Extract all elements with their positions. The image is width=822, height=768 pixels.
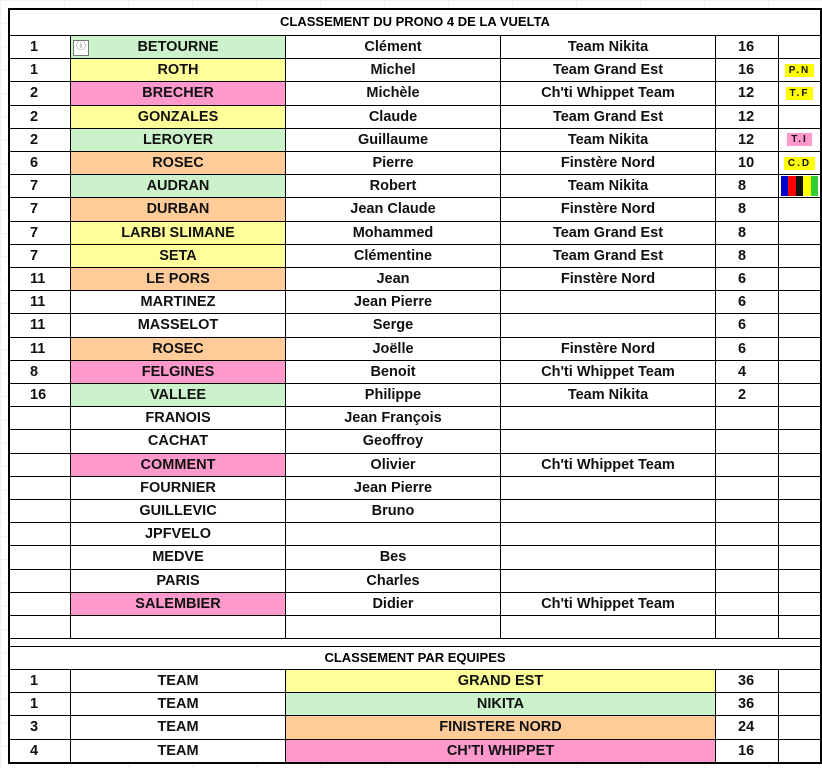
- points-cell[interactable]: 16: [716, 36, 779, 59]
- last-name-cell[interactable]: LARBI SLIMANE: [71, 222, 286, 245]
- rank-cell[interactable]: 16: [10, 384, 71, 407]
- team-label-cell[interactable]: TEAM: [71, 740, 286, 763]
- points-cell[interactable]: 6: [716, 268, 779, 291]
- first-name-cell[interactable]: Robert: [286, 175, 501, 198]
- jersey-tag-cell[interactable]: [779, 36, 820, 59]
- jersey-tag-cell[interactable]: [779, 546, 820, 569]
- rank-cell[interactable]: [10, 477, 71, 500]
- table-row: [10, 500, 820, 523]
- points-cell[interactable]: 4: [716, 361, 779, 384]
- points-cell[interactable]: 6: [716, 291, 779, 314]
- team-points-cell[interactable]: 36: [716, 670, 779, 693]
- points-cell[interactable]: 6: [716, 338, 779, 361]
- table-row: [10, 384, 820, 407]
- points-cell[interactable]: 8: [716, 175, 779, 198]
- table-row: [10, 82, 820, 105]
- jersey-badge: P.N: [785, 64, 814, 77]
- points-cell[interactable]: [716, 477, 779, 500]
- table-row: [10, 129, 820, 152]
- last-name-cell[interactable]: LEROYER: [71, 129, 286, 152]
- jersey-tag-cell[interactable]: [779, 384, 820, 407]
- team-label-cell[interactable]: TEAM: [71, 693, 286, 716]
- jersey-tag-cell[interactable]: [779, 222, 820, 245]
- jersey-tag-cell[interactable]: [779, 106, 820, 129]
- team-points-cell[interactable]: 36: [716, 693, 779, 716]
- jersey-tag-cell[interactable]: [779, 245, 820, 268]
- team-cell[interactable]: [501, 291, 716, 314]
- last-name-cell[interactable]: ROSEC: [71, 152, 286, 175]
- last-name-cell[interactable]: MASSELOT: [71, 314, 286, 337]
- points-cell[interactable]: [716, 593, 779, 616]
- rank-cell[interactable]: 7: [10, 198, 71, 221]
- team-label-cell[interactable]: TEAM: [71, 670, 286, 693]
- team-cell[interactable]: Finstère Nord: [501, 268, 716, 291]
- team-points-cell[interactable]: 24: [716, 716, 779, 739]
- table-row: [10, 245, 820, 268]
- team-extra-cell[interactable]: [779, 693, 820, 716]
- team-row: [10, 693, 820, 716]
- jersey-tag-cell[interactable]: [779, 129, 820, 152]
- team-points-cell[interactable]: 16: [716, 740, 779, 763]
- team-cell[interactable]: [501, 430, 716, 453]
- rank-cell[interactable]: 7: [10, 222, 71, 245]
- rank-cell[interactable]: [10, 407, 71, 430]
- rank-cell[interactable]: 7: [10, 245, 71, 268]
- points-cell[interactable]: [716, 570, 779, 593]
- rank-cell[interactable]: [10, 593, 71, 616]
- first-name-cell[interactable]: Didier: [286, 593, 501, 616]
- points-cell[interactable]: [716, 454, 779, 477]
- table-row: [10, 361, 820, 384]
- points-cell[interactable]: 10: [716, 152, 779, 175]
- points-cell[interactable]: [716, 546, 779, 569]
- first-name-cell[interactable]: Guillaume: [286, 129, 501, 152]
- jersey-tag-cell[interactable]: [779, 430, 820, 453]
- ranking-title[interactable]: CLASSEMENT DU PRONO 4 DE LA VUELTA: [10, 10, 820, 36]
- table-row: [10, 268, 820, 291]
- table-row: [10, 291, 820, 314]
- team-cell[interactable]: [501, 500, 716, 523]
- points-cell[interactable]: 8: [716, 198, 779, 221]
- team-name-cell[interactable]: CH'TI WHIPPET: [286, 740, 716, 763]
- jersey-tag-cell[interactable]: [779, 268, 820, 291]
- rank-cell[interactable]: [10, 546, 71, 569]
- jersey-tag-cell[interactable]: [779, 616, 820, 639]
- rank-cell[interactable]: 1: [10, 36, 71, 59]
- rank-cell[interactable]: [10, 616, 71, 639]
- team-cell[interactable]: [501, 570, 716, 593]
- table-row: [10, 546, 820, 569]
- table-row: [10, 593, 820, 616]
- jersey-tag-cell[interactable]: [779, 198, 820, 221]
- first-name-cell[interactable]: Serge: [286, 314, 501, 337]
- first-name-cell[interactable]: Clément: [286, 36, 501, 59]
- last-name-cell[interactable]: GUILLEVIC: [71, 500, 286, 523]
- team-cell[interactable]: Ch'ti Whippet Team: [501, 593, 716, 616]
- points-cell[interactable]: [716, 500, 779, 523]
- last-name-cell[interactable]: LE PORS: [71, 268, 286, 291]
- table-row: [10, 175, 820, 198]
- jersey-tag-cell[interactable]: [779, 407, 820, 430]
- rank-cell[interactable]: 7: [10, 175, 71, 198]
- first-name-cell[interactable]: Jean Pierre: [286, 477, 501, 500]
- points-cell[interactable]: 12: [716, 129, 779, 152]
- jersey-tag-cell[interactable]: [779, 338, 820, 361]
- last-name-cell[interactable]: SALEMBIER: [71, 593, 286, 616]
- last-name-cell[interactable]: SETA: [71, 245, 286, 268]
- jersey-tag-cell[interactable]: [779, 570, 820, 593]
- first-name-cell[interactable]: Geoffroy: [286, 430, 501, 453]
- team-cell[interactable]: Team Grand Est: [501, 106, 716, 129]
- last-name-cell[interactable]: BETOURNE: [71, 36, 286, 59]
- last-name-cell[interactable]: GONZALES: [71, 106, 286, 129]
- points-cell[interactable]: 12: [716, 106, 779, 129]
- table-row: [10, 430, 820, 453]
- last-name-cell[interactable]: CACHAT: [71, 430, 286, 453]
- rank-cell[interactable]: 2: [10, 106, 71, 129]
- last-name-cell[interactable]: VALLEE: [71, 384, 286, 407]
- table-row: [10, 477, 820, 500]
- table-row: [10, 523, 820, 546]
- team-cell[interactable]: [501, 523, 716, 546]
- table-row: [10, 222, 820, 245]
- first-name-cell[interactable]: Michèle: [286, 82, 501, 105]
- table-row: [10, 454, 820, 477]
- first-name-cell[interactable]: Charles: [286, 570, 501, 593]
- team-cell[interactable]: Ch'ti Whippet Team: [501, 361, 716, 384]
- jersey-tag-cell[interactable]: [779, 454, 820, 477]
- last-name-cell[interactable]: [71, 616, 286, 639]
- team-name-cell[interactable]: FINISTERE NORD: [286, 716, 716, 739]
- table-row: [10, 106, 820, 129]
- rank-cell[interactable]: [10, 570, 71, 593]
- team-row: [10, 716, 820, 739]
- team-cell[interactable]: Team Nikita: [501, 384, 716, 407]
- points-cell[interactable]: 16: [716, 59, 779, 82]
- last-name-cell[interactable]: COMMENT: [71, 454, 286, 477]
- last-name-cell[interactable]: ROSEC: [71, 338, 286, 361]
- rank-cell[interactable]: 11: [10, 314, 71, 337]
- first-name-cell[interactable]: Clémentine: [286, 245, 501, 268]
- rank-cell[interactable]: [10, 454, 71, 477]
- first-name-cell[interactable]: Claude: [286, 106, 501, 129]
- team-cell[interactable]: Team Nikita: [501, 175, 716, 198]
- rank-cell[interactable]: [10, 430, 71, 453]
- warning-icon[interactable]: ⓘ: [73, 40, 89, 56]
- team-extra-cell[interactable]: [779, 670, 820, 693]
- team-cell[interactable]: Finstère Nord: [501, 338, 716, 361]
- team-label-cell[interactable]: TEAM: [71, 716, 286, 739]
- last-name-cell[interactable]: MEDVE: [71, 546, 286, 569]
- first-name-cell[interactable]: Olivier: [286, 454, 501, 477]
- team-cell[interactable]: Team Nikita: [501, 129, 716, 152]
- points-cell[interactable]: 6: [716, 314, 779, 337]
- team-name-cell[interactable]: GRAND EST: [286, 670, 716, 693]
- jersey-tag-cell[interactable]: [779, 82, 820, 105]
- team-rank-cell[interactable]: 4: [10, 740, 71, 763]
- team-cell[interactable]: [501, 314, 716, 337]
- team-extra-cell[interactable]: [779, 740, 820, 763]
- table-row: [10, 407, 820, 430]
- team-cell[interactable]: Team Grand Est: [501, 245, 716, 268]
- jersey-tag-cell[interactable]: [779, 523, 820, 546]
- table-row: [10, 36, 820, 59]
- first-name-cell[interactable]: Jean: [286, 268, 501, 291]
- first-name-cell[interactable]: Jean Pierre: [286, 291, 501, 314]
- rank-cell[interactable]: 2: [10, 82, 71, 105]
- points-cell[interactable]: 12: [716, 82, 779, 105]
- rank-cell[interactable]: [10, 500, 71, 523]
- table-row: [10, 152, 820, 175]
- team-row: [10, 740, 820, 763]
- jersey-badge: T.F: [786, 87, 814, 100]
- team-name-cell[interactable]: NIKITA: [286, 693, 716, 716]
- team-cell[interactable]: Ch'ti Whippet Team: [501, 454, 716, 477]
- first-name-cell[interactable]: Jean François: [286, 407, 501, 430]
- table-row: [10, 570, 820, 593]
- champion-jersey-icon: [781, 176, 819, 196]
- last-name-cell[interactable]: FELGINES: [71, 361, 286, 384]
- table-row: [10, 59, 820, 82]
- last-name-cell[interactable]: FOURNIER: [71, 477, 286, 500]
- first-name-cell[interactable]: [286, 616, 501, 639]
- first-name-cell[interactable]: Philippe: [286, 384, 501, 407]
- points-cell[interactable]: 8: [716, 245, 779, 268]
- last-name-cell[interactable]: MARTINEZ: [71, 291, 286, 314]
- points-cell[interactable]: [716, 430, 779, 453]
- team-cell[interactable]: Ch'ti Whippet Team: [501, 82, 716, 105]
- team-rank-cell[interactable]: 3: [10, 716, 71, 739]
- last-name-cell[interactable]: FRANOIS: [71, 407, 286, 430]
- table-row: [10, 616, 820, 639]
- points-cell[interactable]: 8: [716, 222, 779, 245]
- first-name-cell[interactable]: Pierre: [286, 152, 501, 175]
- first-name-cell[interactable]: Mohammed: [286, 222, 501, 245]
- points-cell[interactable]: 2: [716, 384, 779, 407]
- first-name-cell[interactable]: Bes: [286, 546, 501, 569]
- jersey-tag-cell[interactable]: [779, 314, 820, 337]
- team-cell[interactable]: Team Nikita: [501, 36, 716, 59]
- team-cell[interactable]: Finstère Nord: [501, 198, 716, 221]
- points-cell[interactable]: [716, 616, 779, 639]
- table-row: [10, 314, 820, 337]
- team-cell[interactable]: Finstère Nord: [501, 152, 716, 175]
- rank-cell[interactable]: 11: [10, 338, 71, 361]
- first-name-cell[interactable]: Bruno: [286, 500, 501, 523]
- team-cell[interactable]: Team Grand Est: [501, 59, 716, 82]
- rank-cell[interactable]: 2: [10, 129, 71, 152]
- first-name-cell[interactable]: Joëlle: [286, 338, 501, 361]
- last-name-cell[interactable]: PARIS: [71, 570, 286, 593]
- points-cell[interactable]: [716, 407, 779, 430]
- rank-cell[interactable]: 6: [10, 152, 71, 175]
- table-row: [10, 338, 820, 361]
- first-name-cell[interactable]: Jean Claude: [286, 198, 501, 221]
- team-extra-cell[interactable]: [779, 716, 820, 739]
- team-cell[interactable]: [501, 477, 716, 500]
- jersey-tag-cell[interactable]: [779, 593, 820, 616]
- last-name-cell[interactable]: DURBAN: [71, 198, 286, 221]
- jersey-tag-cell[interactable]: [779, 361, 820, 384]
- last-name-cell[interactable]: JPFVELO: [71, 523, 286, 546]
- team-rank-cell[interactable]: 1: [10, 670, 71, 693]
- team-cell[interactable]: Team Grand Est: [501, 222, 716, 245]
- jersey-tag-cell[interactable]: [779, 175, 820, 198]
- points-cell[interactable]: [716, 523, 779, 546]
- team-rank-cell[interactable]: 1: [10, 693, 71, 716]
- rank-cell[interactable]: 11: [10, 291, 71, 314]
- first-name-cell[interactable]: [286, 523, 501, 546]
- jersey-tag-cell[interactable]: [779, 59, 820, 82]
- jersey-badge: T.I: [787, 133, 812, 146]
- rank-cell[interactable]: 11: [10, 268, 71, 291]
- last-name-cell[interactable]: ROTH: [71, 59, 286, 82]
- team-ranking-title[interactable]: CLASSEMENT PAR EQUIPES: [10, 646, 820, 670]
- team-cell[interactable]: [501, 407, 716, 430]
- jersey-tag-cell[interactable]: [779, 477, 820, 500]
- jersey-tag-cell[interactable]: [779, 291, 820, 314]
- jersey-tag-cell[interactable]: [779, 500, 820, 523]
- last-name-cell[interactable]: AUDRAN: [71, 175, 286, 198]
- rank-cell[interactable]: [10, 523, 71, 546]
- last-name-cell[interactable]: BRECHER: [71, 82, 286, 105]
- jersey-badge: C.D: [784, 157, 815, 170]
- rank-cell[interactable]: 1: [10, 59, 71, 82]
- rank-cell[interactable]: 8: [10, 361, 71, 384]
- team-cell[interactable]: [501, 616, 716, 639]
- table-row: [10, 198, 820, 221]
- team-row: [10, 670, 820, 693]
- team-cell[interactable]: [501, 546, 716, 569]
- first-name-cell[interactable]: Benoit: [286, 361, 501, 384]
- first-name-cell[interactable]: Michel: [286, 59, 501, 82]
- jersey-tag-cell[interactable]: [779, 152, 820, 175]
